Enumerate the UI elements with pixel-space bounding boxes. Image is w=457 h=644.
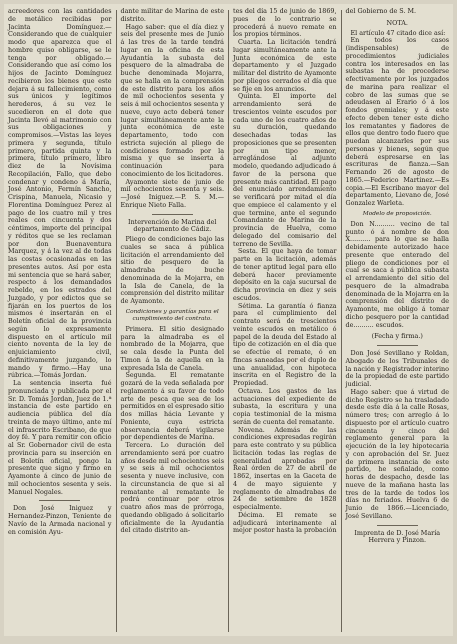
column-divider xyxy=(341,10,342,632)
paragraph: Quinta. El importe del arrendamiento será de trescientos veinte escudos por cada uno de los cuatro años de su duración, quedando desechadas todas las proposiciones que se presenten por un tipo menor, arreglándose al adjunto modelo, quedando adjudicado á favor de la persona que presente más cantidad. El pago del enunciado arrendamiento se verificará por mitad el día que empiece el calamento y el que termine, ante el segundo Comandante de Marina de la provincia de Huelva, como delegado del comisario del terreno de Sevilla. xyxy=(233,92,337,248)
paragraph: Ayamonte siete de junio de mil ochocientos sesenta y seis.—José Iniguez.—P. S. M.—Enrique Nieto Falla. xyxy=(120,177,224,209)
paragraph: acreedores con las cantidades de metálico recibidas por Jacinta Domínguez.—Considerando que de cualquier modo que aparezca que el hombre quiso obligarse, se le tenga por obligado.—Considerando que así como los hijos de Jacinto Domínguez recibieron los bienes que este dejara á su fallecimiento, como sus únicos y legítimos herederos, á su vez le sucedieron en el dote que Jacinta llevó al matrimonio con sus obligaciones y compromisos.—Vistas las leyes primera y segunda, título primero, partida quinta y la primera, título primero, libro diez de la Novísima Recopilación, Fallo, que debo condenar y condeno á María, José Antonio, Fermín Sancho, Crispina, Manuela, Nicasio y Florentina Domínguez Perez al pago de los cuatro mil y tres reales con cincuenta y dos céntimos, importe del principal y réditos que se les reclaman por don Buenaventura Marquez, y á la vez al de todas las costas ocasionadas en las presentes autos. Así por esta mi sentencia que se hará saber, respecto á los demandados rebelde, en los estrados del Juzgado, y por edictos que se fijarán en los puertos de los mismos é insertarán en el Boletín oficial de la provincia según lo expresamente dispuesto en el artículo mil ciento noventa de la ley de enjuiciamiento civil, definitivamente juzgando, lo mando y firmo.—Hay una rúbrica.—Tomás Jordan. xyxy=(8,8,112,380)
short-divider xyxy=(152,214,193,215)
column-3 xyxy=(232,8,338,636)
column-divider xyxy=(116,10,117,632)
printer-imprint: Imprenta de D. José María Herrera y Pinzon. xyxy=(354,528,441,545)
paragraph: Primera. El sitio designado para la almadraba es el nombrado de la Mojarra, que se cala desde la Punta del Timon á la de aquella en la expresada Isla de Canela. xyxy=(120,324,224,372)
section-heading: (Fecha y firma.) xyxy=(371,332,423,341)
paragraph: Sesta. El que haya de tomar parte en la licitación, además de tener aptitud legal para ello deberá hacer previamente depósito en la caja sucursal de dicha provincia en diez y seis escudos. xyxy=(233,247,337,302)
paragraph: tes del día 15 de junio de 1869, pues de lo contrario se procederá á nuevo remate en los propios términos. xyxy=(233,8,337,39)
paragraph: Cuarta. La licitación tendrá lugar simultáneamente ante la Junta económica de este departamento y el Juzgado militar del distrito de Ayamonte por pliegos cerrados el día que se fije en los anuncios. xyxy=(233,38,337,93)
section-rule xyxy=(377,345,418,346)
paragraph: El artículo 47 citado dice así: xyxy=(350,28,446,37)
paragraph: Hago saber: que el día diez y seis del presente mes de Junio á las tres de la tarde tendrá lugar en la oficina de esta Ayudantía la subasta del pesquero de la almadraba de buche denominada Mojarra, que se halla en la comprensión de este distrito para los años de mil ochocientos sesenta y seis á mil ochocientos sesenta y nueve, cuyo acto deberá tener lugar simultáneamente ante la junta económica de este departamento, todo con estricta sujeción al pliego de condiciones formado por la misma y que se inserta á continuación para conocimiento de los licitadores. xyxy=(120,22,224,178)
paragraph: Décima. El remate se adjudicará interinamente al mejor postor hasta la probación xyxy=(233,510,337,535)
section-rule xyxy=(39,500,80,501)
paragraph: Hago saber: que á virtud de dicho Registro se ha trasladado desde este día á la calle Rosas, número tres; con arreglo á lo dispuesto por el artículo cuatro cincuenta y cinco del reglamento general para la ejecución de la ley hipotecaria y con aprobación del Sr. Juez de primera instancia de este partido, he señalado, como horas de despacho, desde las nueve de la mañana hasta las tres de la tarde de todos los días no feriados. Huelva 6 de Junio de 1866.—Licenciado, José Sevillano. xyxy=(345,387,449,520)
paragraph: Octava. Los gastos de las actuaciones del expediente de subasta, la escritura y una copia testimonial de la misma serán de cuenta del rematante. xyxy=(233,386,337,426)
paragraph: Don N.......... vecino de tal punto ó á nombre de don X.......... para lo que se halla debidamente autorizado hace presente que enterado del pliego de condiciones por el cual se saca á pública subasta el arrendamiento del sitio del pesquero de la almadraba denominada de la Mojarra en la comprensión del distrito de Ayamonte, me obligo á tomar dicho pesquero por la cantidad de.......... escudos. xyxy=(345,219,450,329)
paragraph: Don José Sevillano y Roldan, Abogado de los Tribunales de la nación y Registrador interino de la propiedad de este partido judicial. xyxy=(345,349,449,388)
short-divider xyxy=(377,525,418,526)
column-4 xyxy=(345,8,451,636)
column-2 xyxy=(120,8,226,636)
paragraph: Sétima. La garantía ó fianza para el cumplimiento del contrato será de trescientos veinte escudos en metálico ó papel de la deuda del Estado al tipo de cotización en el día que se efectúe el remate, ó en fincas saneadas por el duplo de una anualidad, con hipoteca inscrita en el Registro de la Propiedad. xyxy=(233,301,337,387)
section-heading: NOTA. xyxy=(386,18,408,27)
newspaper-page xyxy=(4,4,453,636)
paragraph: En todos los casos (indispensables) de procedimientos judiciales contra los interesados en las subastas ha de procederse efectivamente por los juzgados de marina para realizar el cobro de las sumas que se adeudasen al Erario ó á los fondos gremiales; y á este efecto deben tener este dicho los rematantes y fiadores de ellos que dentro todo fuero que puedan alcanzarles por sus personas y bienes, según que deberá espresarse en las escrituras de fianza.—San Fernando 26 de agosto de 1865.—Federico Martinez.—Es copia.—El Escribano mayor del departamento, Lievano de, José Gonzalez Warleta. xyxy=(345,36,449,207)
subheading: Modelo de proposición. xyxy=(362,210,432,217)
paragraph: dante militar de Marina de este distrito. xyxy=(120,8,224,23)
subheading: Condiciones y garantías para el cumplimiento del contrato. xyxy=(125,308,219,322)
paragraph: Novena. Además de las condiciones expresadas regirán para este contrato y su pública licitación todas las reglas de generalidad aprobadas por Real órden de 27 de abril de 1862, insertas en la Gaceta de 4 de mayo siguiente y reglamento de almadrabas de 24 de setiembre de 1828 especialmente. xyxy=(233,425,337,511)
column-1 xyxy=(7,8,113,636)
paragraph: Don José Iniguez y Hernandez-Pinzon, Teniente de Navío de la Armada nacional y en comisión Ayu- xyxy=(8,504,112,536)
paragraph: Tercera. Lo duración del arrendamiento será por cuatro años desde mil ochocientos seis y se seis á mil ochocientos sesenta y nueve inclusive, con la circunstancia de que si al rematante al rematante le podrá continuar por otros cuatro años mas de prórroga, quedando obligado á solicitarlo oficialmente de la Ayudantía del citado distrito an- xyxy=(120,441,224,535)
paragraph: Pliego de condiciones bajo las cuales se saca á pública licitación el arrendamiento del sitio de pesquero de la almadraba de buche denominada de la Mojarra, en la Isla de Canela, de la comprensión del distrito militar de Ayamonte. xyxy=(120,235,224,305)
section-heading: Intervención de Marina del departamento de Cádiz. xyxy=(128,217,217,234)
paragraph: del Gobierno de S. M. xyxy=(345,8,417,15)
column-divider xyxy=(228,10,229,632)
paragraph: Segunda. El rematante gozará de la veda señalada por reglamento á su favor de todo arte de pesca que sea de los permitidos en el espresado sitio dos millas hácia Levante y Poniente, cuya estricta observancia deberá vigilarse por dependientes de Marina. xyxy=(120,371,225,442)
paragraph: La sentencia inserta fué pronunciada y publicada por el Sr. D. Tomás Jordan, Juez de 1.ª instancia de este partido en audiencia pública del día treinta de mayo último, ante mí el infrascrito Escribano, de que doy fé. Y para remitir con oficio al Sr. Gobernador civil de esta provincia para su inserción en el Boletín oficial, pongo la presente que signo y firmo en Ayamonte á cinco de junio de mil ochocientos sesenta y seis. Manuel Nogales. xyxy=(8,379,112,496)
